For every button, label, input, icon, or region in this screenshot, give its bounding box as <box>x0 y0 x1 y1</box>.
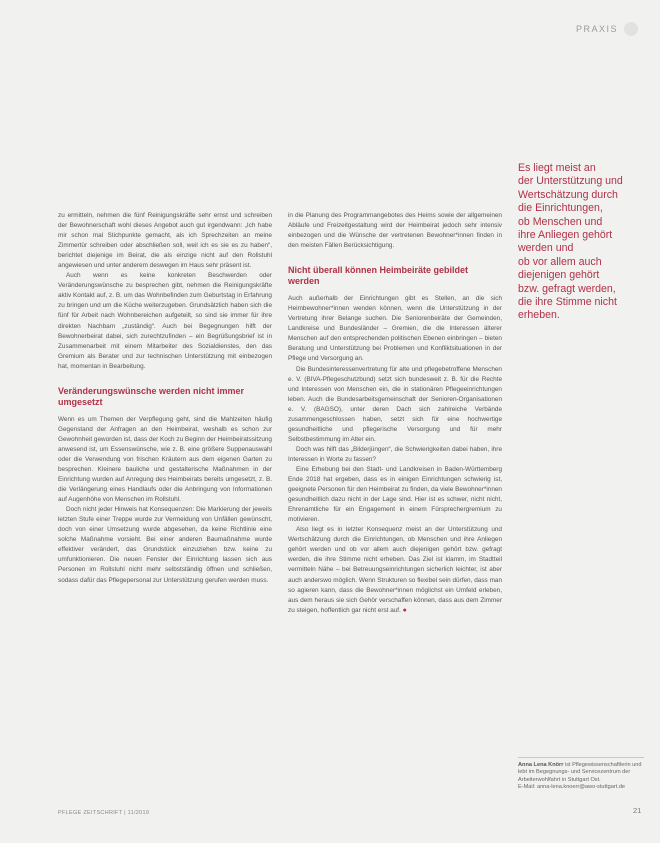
paragraph: Auch außerhalb der Einrichtungen gibt es Stellen, an die sich Heimbewohner*innen wenden können, wenn die Unterstützung in der Vertretung ihrer Belange suchen. Die Seniorenbeiräte der Gemeinden, Landkreise und Bundesländer – Gremien, die die Interessen älterer Menschen auf den entsprechenden politischen Ebenen einbringen – bieten Beratung und Unterstützung bei Problemen und Konfliktsituationen in der Pflege und Versorgung an. <box>288 295 502 363</box>
author-name: Anna Lena Knörr <box>518 762 564 768</box>
section-label: PRAXIS <box>576 24 619 34</box>
pull-quote-line: ihre Anliegen gehört <box>518 229 613 242</box>
end-of-article-icon: ● <box>402 606 407 614</box>
text-column-2 <box>288 211 502 616</box>
section-tab-marker <box>624 22 638 36</box>
text-column-1 <box>58 211 272 586</box>
pull-quote-line: ob vor allem auch <box>518 255 602 268</box>
pull-quote-line: werden und <box>518 242 574 255</box>
page-number: 21 <box>633 806 642 815</box>
paragraph: Eine Erhebung bei den Stadt- und Landkreisen in Baden-Württemberg Ende 2018 hat ergeben, dass es in einigen Einrichtungen schwierig ist, geeignete Personen für den Heimbeirat zu finden, da viele Bewohner*innen gesundheitlich dazu nicht in der Lage sind. Hier ist es schwer, nicht nicht, Ehrenamtliche für ein Engagement in einem Fürsprechergremium zu motivieren. <box>288 465 502 524</box>
section-tab <box>576 20 638 38</box>
pull-quote-line: diejenigen gehört <box>518 269 600 282</box>
pull-quote-line: der Unterstützung und <box>518 175 623 188</box>
author-box <box>518 757 644 792</box>
paragraph: Wenn es um Themen der Verpflegung geht, sind die Mahlzeiten häufig Gegenstand der Anfragen an den Heimbeirat, weshalb es schon zur Gewohnheit geworden ist, dass der Koch zu Beginn der Heimbeiratssitzung anwesend ist, um Essenswünsche, wie z. B. eine größere Suppenauswahl oder die Verwendung von frischen Kräutern aus dem eigenen Garten zu besprechen. Kleinere bauliche und gestalterische Maßnahmen in der Einrichtung wurden auf Anregung des Heimbeirats bereits umgesetzt, z. B. die Verlängerung eines Handlaufs oder die Anbringung von Informationen auf Augenhöhe von Menschen im Rollstuhl. <box>58 415 272 504</box>
author-email: E-Mail: anna-lena.knoerr@awo-stuttgart.de <box>518 784 626 791</box>
paragraph: Doch was hilft das „Bilderjüngen“, die Schwierigkeiten dabei haben, ihre Interessen in Worte zu fassen? <box>288 445 502 463</box>
paragraph: Doch nicht jeder Hinweis hat Konsequenzen: Die Markierung der jeweils letzten Stufe einer Treppe wurde zur Vermeidung von Unfällen gewünscht, doch von einer Umsetzung wurde abgesehen, da keine Richtlinie eine solche Maßnahme vorsieht. Bei einer anderen Baumaßnahme wurde effektiver verändert, das Grundstück einzuziehen bzw. keine zu umfunktionieren. Die neuen Fenster der Einrichtung lassen sich aus Personen im Rollstuhl nicht mehr selbstständig öffnen und schließen, sodass dafür das Pflegepersonal zur Unterstützung gerufen werden muss. <box>58 506 272 584</box>
section-heading: Veränderungswünsche werden nicht immer umgesetzt <box>58 385 245 407</box>
pull-quote-line: die ihre Stimme nicht <box>518 296 617 309</box>
author-bio: ist Pflegewissenschaftlerin und lebt im Begegnungs- und Servicezentrum der Arbeiterwohlfahrt in Stuttgart Ost. <box>518 762 642 783</box>
pull-quote <box>518 162 644 323</box>
pull-quote-line: ob Menschen und <box>518 215 603 228</box>
paragraph: Die Bundesinteressenvertretung für alte und pflegebetroffene Menschen e. V. (BIVA-Pflegeschutzbund) setzt sich bundesweit z. B. für die Rechte und Interessen von Menschen ein, die in stationären Pflegeeinrichtungen leben. Auch die Bundesarbeitsgemeinschaft der Senioren-Organisationen e. V. (BAGSO), unter deren Dach sich zahlreiche Verbände zusammengeschlossen haben, setzt sich für eine hochwertige gesundheitliche und pflegerische Versorgung und für mehr Selbstbestimmung im Alter ein. <box>288 365 502 443</box>
section-heading: Nicht überall können Heimbeiräte gebildet werden <box>288 265 469 287</box>
paragraph-text: Also liegt es in letzter Konsequenz meist an der Unterstützung und Wertschätzung durch die Einrichtungen, ob Menschen und ihre Anliegen gehört werden und ob vor allem auch diejenigen gehört bzw. gefragt werden, die ihre Stimme nicht erheben. Das Ziel ist klamm, im Stadtteil vermitteln Nähe – bei Betreuungseinrichtungen sicherlich leichter, ist aber auch anderswo möglich. Wenn Strukturen so flexibel sein dürfen, dass man so agieren kann, dass die Bewohner*innen möglichst ein Umfeld erleben, aus dem heraus sie sich Gehör verschaffen können, dass aus dem Zimmer zu steigen, hoffentlich gar nicht erst auf. <box>288 526 502 614</box>
pull-quote-line: bzw. gefragt werden, <box>518 282 616 295</box>
pull-quote-line: Es liegt meist an <box>518 162 596 174</box>
paragraph: zu ermitteln, nehmen die fünf Reinigungskräfte sehr ernst und schreiben der Bewohnerschaft wohl dieses Angebot auch gut irgendwann: „Ich habe mir schon mal Stichpunkte gemacht, als ich Sprechzeiten an meine Zimmertür schreiben oder abschließen soll, weil ich es sie es zu haben“, berichtet diejenige im Beirat, die als einzige nicht auf den Rollstuhl angewiesen und unter anderem deswegen im Haus sehr präsent ist. <box>58 212 272 270</box>
paragraph: in die Planung des Programmangebotes des Heims sowie der allgemeinen Abläufe und Freizeitgestaltung wird der Heimbeirat jedoch sehr intensiv einbezogen und die Wünsche der vertretenen Bewohner*innen finden in den meisten Fällen Berücksichtigung. <box>288 212 502 250</box>
pull-quote-line: Wertschätzung durch <box>518 188 618 201</box>
pull-quote-line: die Einrichtungen, <box>518 202 603 215</box>
pull-quote-line: erheben. <box>518 309 560 322</box>
journal-footer: PFLEGE ZEITSCHRIFT | 11/2019 <box>58 810 150 816</box>
paragraph: Auch wenn es keine konkreten Beschwerden oder Veränderungswünsche zu besprechen gibt, nehmen die Reinigungskräfte aktiv Kontakt auf, z. B. um das Wohnbefinden zum Geburtstag in Erfahrung zu bringen und um die Küche weiterzugeben. Grundsätzlich haben sich die fünf für Arbeit nach Wohnbereichen aufgeteilt, so sind sie immer für ihre direkten Nachbarn „zuständig“. Auch bei Begegnungen hilft der Bewohnerbeirat dabei, sich zurechtzufinden – ein Begrüßungsbrief ist in Zusammenarbeit mit einem Mitarbeiter des Sozialdienstes, den das Gremium als Berater und zur technischen Unterstützung mit einbezogen hat, momentan in Bearbeitung. <box>58 272 272 370</box>
paragraph <box>288 525 502 615</box>
